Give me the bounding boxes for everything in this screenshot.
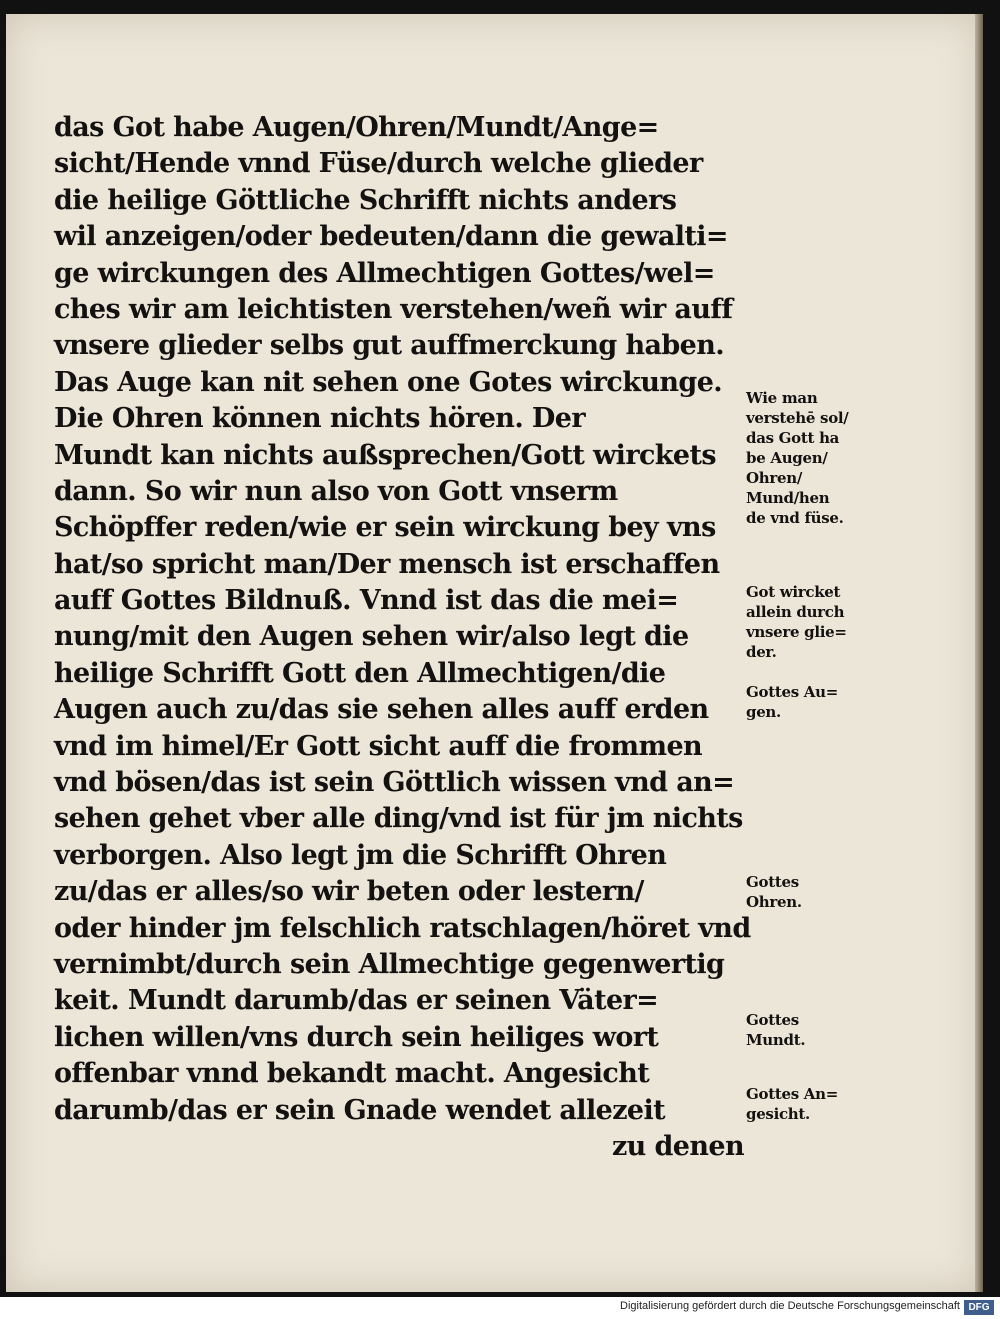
book-page (6, 14, 980, 1292)
text-line: ge wirckungen des Allmechtigen Gottes/wel= (54, 257, 715, 289)
note-line: vnsere glie= (746, 623, 847, 641)
text-line: ches wir am leichtisten verstehen/weñ wir auff (54, 293, 733, 325)
marginal-note-gottes-angesicht (746, 1084, 838, 1124)
main-text-block (54, 110, 754, 1165)
text-line: heilige Schrifft Gott den Allmechtigen/die (54, 657, 666, 689)
note-line: Mundt. (746, 1031, 806, 1049)
note-line: de vnd füse. (746, 509, 844, 527)
note-line: Gottes (746, 873, 799, 891)
note-line: Gottes An= (746, 1085, 838, 1103)
text-line: Schöpffer reden/wie er sein wirckung bey vns (54, 512, 716, 544)
text-line: die heilige Göttliche Schrifft nichts anders (54, 184, 677, 216)
text-line: Das Auge kan nit sehen one Gotes wirckunge. (54, 366, 723, 398)
text-line: vnsere glieder selbs gut auffmerckung haben. (54, 330, 725, 362)
note-line: gen. (746, 703, 781, 721)
text-line: nung/mit den Augen sehen wir/also legt die (54, 621, 689, 653)
page-edge-shadow (975, 14, 983, 1292)
text-line: lichen willen/vns durch sein heiliges wort (54, 1021, 659, 1053)
text-line: das Got habe Augen/Ohren/Mundt/Ange= (54, 112, 659, 143)
note-line: be Augen/ (746, 449, 828, 467)
marginal-note-gottes-ohren (746, 872, 802, 912)
text-line: Augen auch zu/das sie sehen alles auff erden (54, 694, 709, 726)
note-line: gesicht. (746, 1105, 810, 1123)
note-line: Ohren. (746, 893, 802, 911)
text-line: verborgen. Also legt jm die Schrifft Ohren (54, 839, 667, 871)
marginal-note-wircket (746, 582, 847, 662)
note-line: verstehē sol/ (746, 409, 849, 427)
note-line: Wie man (746, 389, 818, 407)
text-line: vnd im himel/Er Gott sicht auff die frommen (54, 730, 703, 762)
text-line: oder hinder jm felschlich ratschlagen/höret vnd (54, 912, 751, 944)
note-line: Got wircket (746, 583, 841, 601)
note-line: allein durch (746, 603, 845, 621)
text-line: sehen gehet vber alle ding/vnd ist für jm nichts (54, 803, 743, 835)
text-line: auff Gottes Bildnuß. Vnnd ist das die mei= (54, 585, 679, 617)
text-line: Die Ohren können nichts hören. Der (54, 403, 585, 435)
text-line: offenbar vnnd bekandt macht. Angesicht (54, 1058, 650, 1090)
catchword: zu denen (611, 1130, 744, 1162)
note-line: Gottes (746, 1011, 799, 1029)
note-line: Gottes Au= (746, 683, 838, 701)
text-line: hat/so spricht man/Der mensch ist erschaffen (54, 548, 720, 580)
marginal-note-augen (746, 388, 848, 528)
text-line: wil anzeigen/oder bedeuten/dann die gewalti= (54, 221, 728, 253)
text-line: vnd bösen/das ist sein Göttlich wissen vnd an= (54, 767, 735, 799)
text-line: dann. So wir nun also von Gott vnserm (54, 475, 618, 507)
text-line: darumb/das er sein Gnade wendet allezeit (54, 1094, 666, 1126)
marginal-note-gottes-mundt (746, 1010, 805, 1050)
note-line: der. (746, 643, 777, 661)
note-line: Ohren/ (746, 469, 803, 487)
text-line: keit. Mundt darumb/das er seinen Väter= (54, 985, 659, 1017)
dfg-logo: DFG (964, 1300, 994, 1315)
text-line: vernimbt/durch sein Allmechtige gegenwertig (54, 948, 725, 980)
text-line: Mundt kan nichts außsprechen/Gott wirckets (54, 439, 716, 471)
text-line: sicht/Hende vnnd Füse/durch welche glieder (54, 148, 703, 180)
footer-bar (0, 1297, 1000, 1319)
marginal-note-gottes-augen (746, 682, 838, 722)
text-line: zu/das er alles/so wir beten oder lestern/ (54, 876, 644, 908)
note-line: Mund/hen (746, 489, 830, 507)
footer-credit: Digitalisierung gefördert durch die Deutsche Forschungsgemeinschaft (620, 1300, 960, 1312)
note-line: das Gott ha (746, 429, 840, 447)
